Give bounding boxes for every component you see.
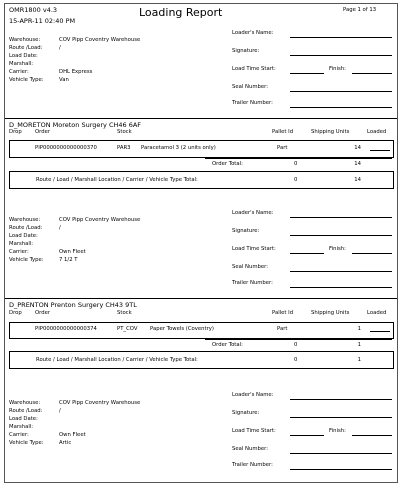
col-order: Order: [35, 310, 51, 316]
load-date-label: Load Date:: [9, 416, 38, 422]
drop-heading: D_PRENTON Prenton Surgery CH43 9TL: [9, 301, 137, 309]
finish-label: Finish:: [329, 66, 346, 72]
route-total-pallets: 0: [294, 177, 298, 183]
load-time-start-label: Load Time Start:: [232, 66, 276, 72]
signature-line: [290, 417, 392, 418]
line-description: Paracetamol 3 (2 units only): [141, 145, 216, 151]
loaders-name-label: Loader's Name:: [232, 30, 274, 36]
load-date-label: Load Date:: [9, 233, 38, 239]
vehicle-type-label: Vehicle Type:: [9, 440, 44, 446]
signature-line: [290, 235, 392, 236]
col-drop: Drop: [9, 310, 22, 316]
route-total-units: 14: [354, 177, 361, 183]
trailer-number-line: [290, 469, 392, 470]
load-time-start-line: [290, 73, 324, 74]
line-description: Paper Towels (Coventry): [150, 326, 214, 332]
loaded-check-line: [370, 150, 390, 151]
section-divider: [5, 118, 397, 119]
line-stock: PAR3: [117, 145, 131, 151]
order-total-pallets: 0: [294, 161, 298, 167]
carrier-label: Carrier:: [9, 69, 29, 75]
warehouse-label: Warehouse:: [9, 217, 41, 223]
trailer-number-label: Trailer Number:: [232, 462, 273, 468]
vehicle-type-label: Vehicle Type:: [9, 257, 44, 263]
line-order: PIP0000000000000370: [35, 145, 97, 151]
order-total-label: Order Total:: [212, 342, 243, 348]
seal-number-label: Seal Number:: [232, 84, 268, 90]
route-label: Route /Load:: [9, 45, 43, 51]
order-total-units: 1: [357, 342, 361, 348]
vehicle-type-value: Van: [59, 77, 69, 83]
marshall-label: Marshall:: [9, 61, 34, 67]
warehouse-value: COV Pipp Coventry Warehouse: [59, 37, 141, 43]
report-datetime: 15-APR-11 02:40 PM: [9, 17, 76, 25]
col-shipping-units: Shipping Units: [311, 310, 350, 316]
carrier-value: Own Fleet: [59, 432, 86, 438]
load-time-start-line: [290, 435, 324, 436]
report-title: Loading Report: [139, 6, 223, 19]
vehicle-type-value: 7 1/2 T: [59, 257, 78, 263]
loaders-name-line: [290, 37, 392, 38]
finish-label: Finish:: [329, 428, 346, 434]
col-drop: Drop: [9, 129, 22, 135]
line-units: 1: [357, 326, 361, 332]
col-loaded: Loaded: [367, 129, 387, 135]
loaders-name-label: Loader's Name:: [232, 210, 274, 216]
col-pallet-id: Pallet Id: [272, 129, 294, 135]
marshall-label: Marshall:: [9, 241, 34, 247]
col-shipping-units: Shipping Units: [311, 129, 350, 135]
trailer-number-line: [290, 287, 392, 288]
warehouse-value: COV Pipp Coventry Warehouse: [59, 400, 141, 406]
trailer-number-label: Trailer Number:: [232, 100, 273, 106]
trailer-number-label: Trailer Number:: [232, 280, 273, 286]
order-total-rule: [205, 158, 392, 159]
carrier-value: DHL Express: [59, 69, 93, 75]
page-number: Page 1 of 13: [343, 7, 377, 13]
vehicle-type-label: Vehicle Type:: [9, 77, 44, 83]
drop-heading: D_MORETON Moreton Surgery CH46 6AF: [9, 121, 142, 129]
warehouse-label: Warehouse:: [9, 37, 41, 43]
section-divider: [5, 298, 397, 299]
line-order: PIP0000000000000374: [35, 326, 97, 332]
col-pallet-id: Pallet Id: [272, 310, 294, 316]
carrier-label: Carrier:: [9, 249, 29, 255]
loaders-name-line: [290, 399, 392, 400]
seal-number-line: [290, 453, 392, 454]
line-stock: PT_COV: [117, 326, 138, 332]
finish-line: [352, 73, 392, 74]
route-total-label: Route / Load / Marshall Location / Carrier / Vehicle Type Total:: [36, 177, 198, 183]
finish-line: [352, 253, 392, 254]
route-value: /: [59, 45, 61, 51]
line-pallet: Part: [277, 326, 288, 332]
report-page: [4, 3, 398, 483]
trailer-number-line: [290, 107, 392, 108]
vehicle-type-value: Artic: [59, 440, 72, 446]
order-total-units: 14: [354, 161, 361, 167]
order-total-rule: [205, 339, 392, 340]
load-time-start-line: [290, 253, 324, 254]
load-time-start-label: Load Time Start:: [232, 246, 276, 252]
route-total-pallets: 0: [294, 357, 298, 363]
route-label: Route /Load:: [9, 225, 43, 231]
loaded-check-line: [370, 331, 390, 332]
finish-line: [352, 435, 392, 436]
col-stock: Stock: [117, 310, 132, 316]
signature-label: Signature:: [232, 410, 260, 416]
signature-label: Signature:: [232, 48, 260, 54]
line-units: 14: [354, 145, 361, 151]
warehouse-label: Warehouse:: [9, 400, 41, 406]
route-value: /: [59, 408, 61, 414]
route-label: Route /Load:: [9, 408, 43, 414]
route-total-units: 1: [357, 357, 361, 363]
route-total-label: Route / Load / Marshall Location / Carrier / Vehicle Type Total:: [36, 357, 198, 363]
marshall-label: Marshall:: [9, 424, 34, 430]
route-value: /: [59, 225, 61, 231]
loaders-name-line: [290, 217, 392, 218]
seal-number-label: Seal Number:: [232, 264, 268, 270]
loaders-name-label: Loader's Name:: [232, 392, 274, 398]
load-time-start-label: Load Time Start:: [232, 428, 276, 434]
col-stock: Stock: [117, 129, 132, 135]
carrier-label: Carrier:: [9, 432, 29, 438]
warehouse-value: COV Pipp Coventry Warehouse: [59, 217, 141, 223]
carrier-value: Own Fleet: [59, 249, 86, 255]
finish-label: Finish:: [329, 246, 346, 252]
seal-number-line: [290, 91, 392, 92]
order-total-pallets: 0: [294, 342, 298, 348]
col-order: Order: [35, 129, 51, 135]
line-pallet: Part: [277, 145, 288, 151]
seal-number-line: [290, 271, 392, 272]
order-total-label: Order Total:: [212, 161, 243, 167]
report-code: OMR1800 v4.3: [9, 6, 58, 14]
signature-label: Signature:: [232, 228, 260, 234]
seal-number-label: Seal Number:: [232, 446, 268, 452]
col-loaded: Loaded: [367, 310, 387, 316]
signature-line: [290, 55, 392, 56]
load-date-label: Load Date:: [9, 53, 38, 59]
